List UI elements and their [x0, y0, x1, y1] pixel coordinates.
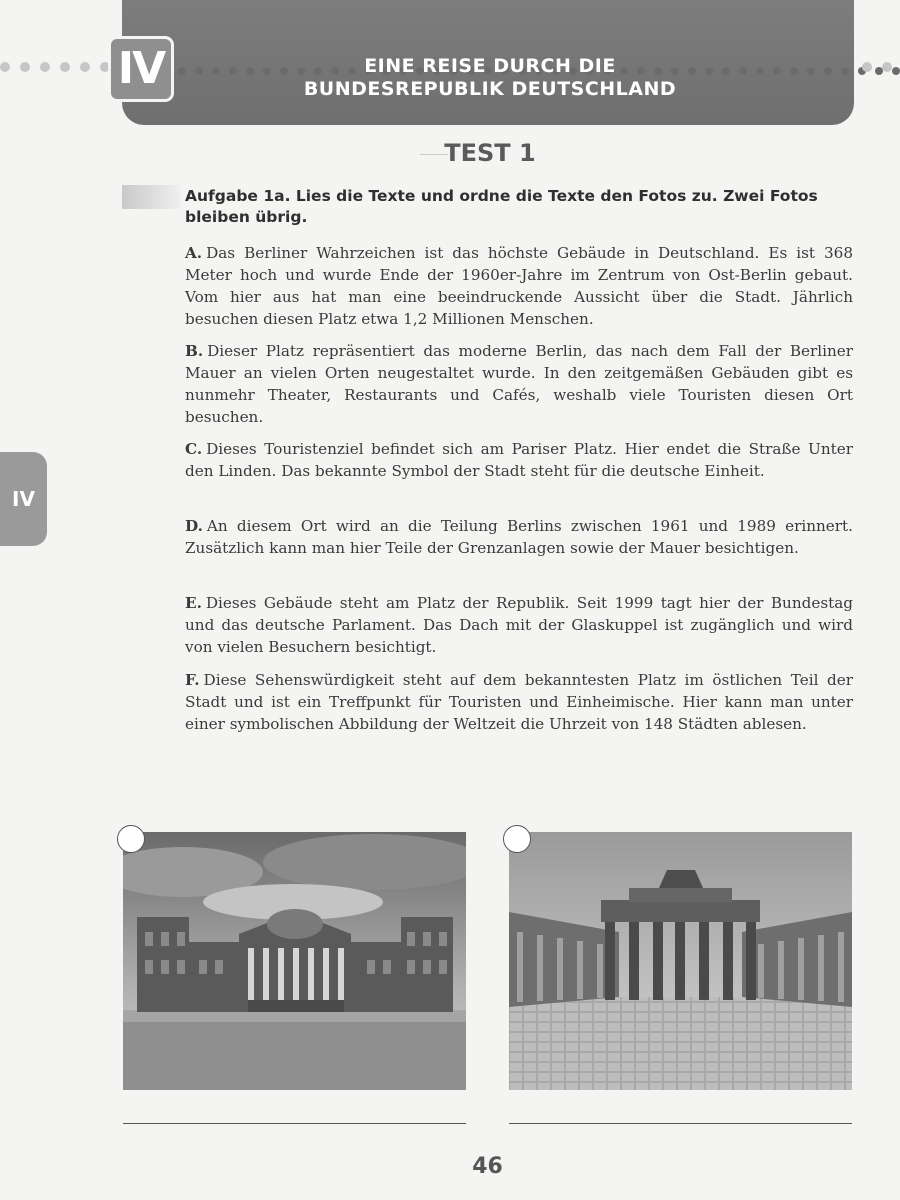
text-e: [185, 592, 853, 658]
chapter-title-line-2: BUNDESREPUBLIK DEUTSCHLAND: [303, 78, 677, 100]
text-body: Dieser Platz repräsentiert das moderne Berlin, das nach dem Fall der Berliner Mauer an vielen Orten neugestaltet wurde. In den zeitgemäßen Gebäuden gibt es nunmehr Theater, Restaurants und Cafés, weshalb viele Touristen diesen Ort besuchen.: [185, 342, 853, 426]
photo-brandenburger-tor: [509, 832, 852, 1090]
text-letter: B.: [185, 342, 204, 360]
text-body: An diesem Ort wird an die Teilung Berlins zwischen 1961 und 1989 erinnert. Zusätzlich kann man hier Teile der Grenzanlagen sowie der Mauer besichtigen.: [185, 517, 853, 557]
decorative-dots-right: [862, 62, 892, 72]
text-letter: A.: [185, 244, 203, 262]
chapter-badge: IV: [108, 36, 174, 102]
text-b: [185, 340, 853, 428]
text-body: Dieses Gebäude steht am Platz der Republik. Seit 1999 tagt hier der Bundestag und das deutsche Parlament. Das Dach mit der Glaskuppel ist zugänglich und wird von vielen Besuchern besichtigt.: [185, 594, 853, 656]
answer-line[interactable]: [509, 1123, 852, 1124]
text-a: [185, 242, 853, 330]
chapter-title-line-1: EINE REISE DURCH DIE: [364, 55, 616, 77]
text-letter: D.: [185, 517, 203, 535]
text-body: Das Berliner Wahrzeichen ist das höchste Gebäude in Deutschland. Es ist 368 Meter hoch und wurde Ende der 1960er-Jahre im Zentrum von Ost-Berlin gebaut. Vom hier aus hat man eine beeindruckende Aussicht über die Stadt. Jährlich besuchen diesen Platz etwa 1,2 Millionen Menschen.: [185, 244, 853, 328]
task-marker: [122, 185, 180, 209]
text-letter: E.: [185, 594, 202, 612]
decorative-dots-left: [0, 62, 110, 72]
text-body: Dieses Touristenziel befindet sich am Pariser Platz. Hier endet die Straße Unter den Linden. Das bekannte Symbol der Stadt steht für die deutsche Einheit.: [185, 440, 853, 480]
chapter-side-tab: IV: [0, 452, 47, 546]
task-heading: Aufgabe 1a. Lies die Texte und ordne die Texte den Fotos zu. Zwei Fotos bleiben übrig.: [185, 187, 818, 226]
text-c: [185, 438, 853, 482]
chapter-title: [170, 55, 810, 101]
text-letter: F.: [185, 671, 200, 689]
answer-circle[interactable]: [117, 825, 145, 853]
text-d: [185, 515, 853, 559]
text-f: [185, 669, 853, 735]
photo-reichstag: [123, 832, 466, 1090]
answer-circle[interactable]: [503, 825, 531, 853]
answer-line[interactable]: [123, 1123, 466, 1124]
text-letter: C.: [185, 440, 203, 458]
text-body: Diese Sehenswürdigkeit steht auf dem bekanntesten Platz im östlichen Teil der Stadt und ist ein Treffpunkt für Touristen und Einheimische. Hier kann man unter einer symbolischen Abbildung der Weltzeit die Uhrzeit von 148 Städten ablesen.: [185, 671, 853, 733]
page-number: 46: [472, 1154, 503, 1179]
test-title: TEST 1: [444, 139, 536, 167]
